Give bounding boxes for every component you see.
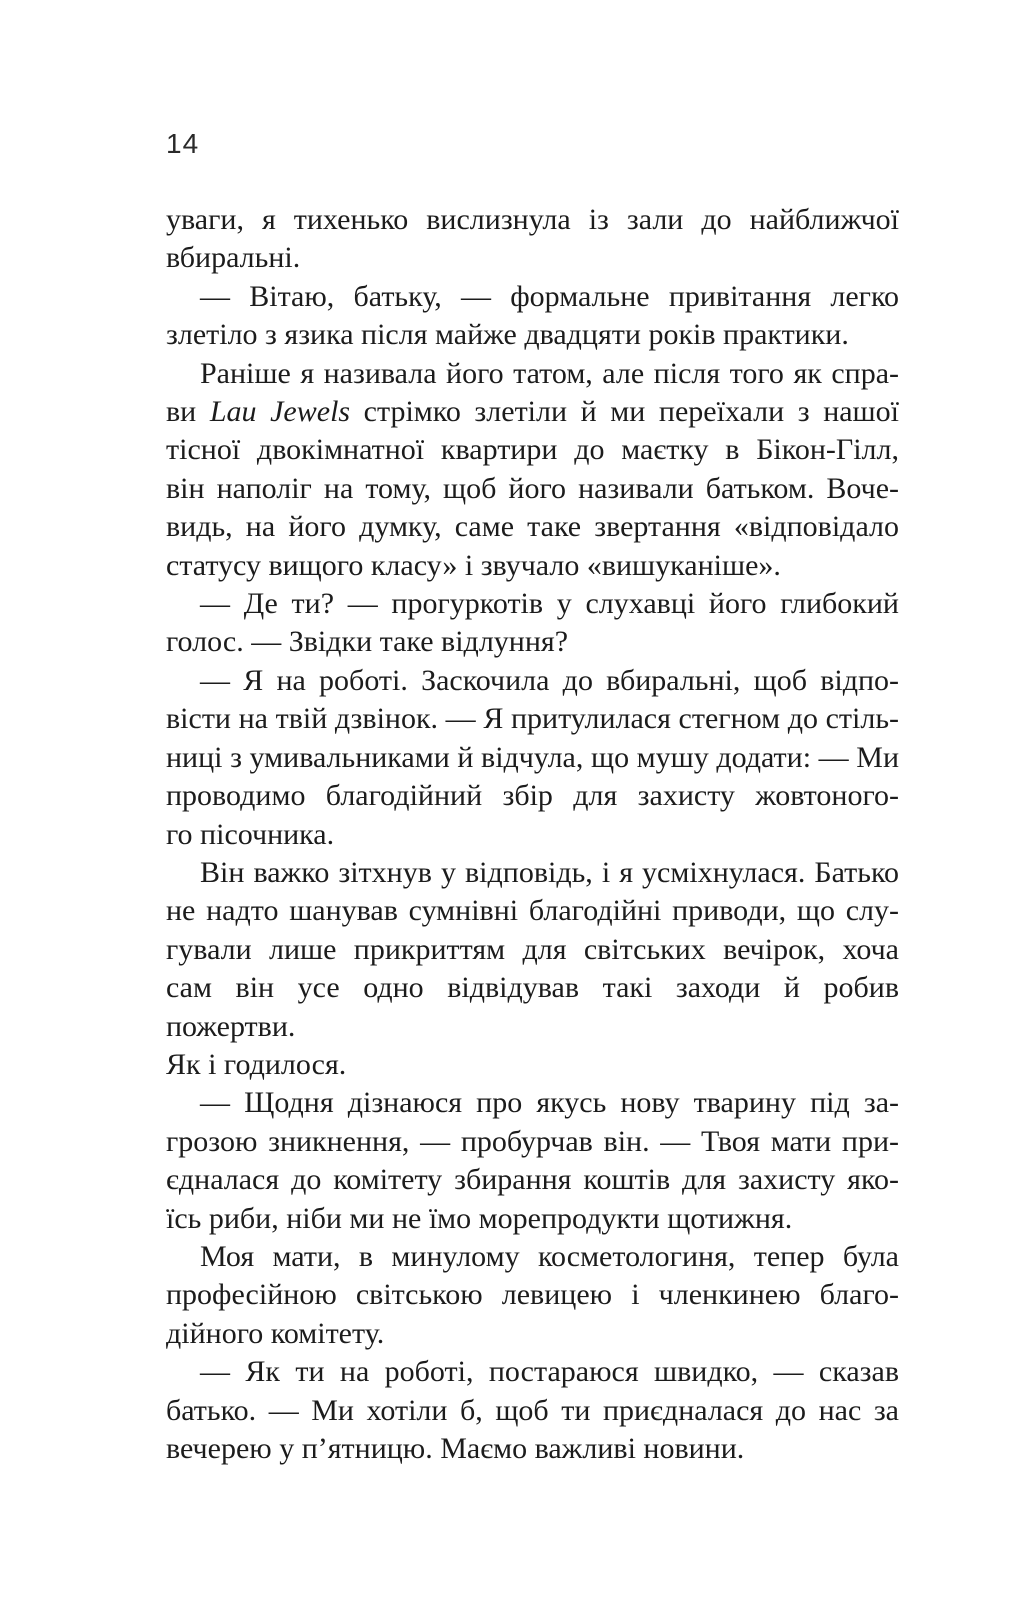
text-segment: — Щодня дізнаюся про якусь нову тварину під за- xyxy=(200,1086,899,1120)
paragraph xyxy=(166,278,899,355)
text-line xyxy=(166,892,899,930)
paragraph xyxy=(166,1353,899,1468)
text-line xyxy=(166,355,899,393)
text-line xyxy=(166,777,899,815)
text-line xyxy=(166,1123,899,1161)
paragraph xyxy=(166,201,899,278)
paragraph xyxy=(166,585,899,662)
text-line xyxy=(166,739,899,777)
text-line xyxy=(166,623,899,661)
text-segment: ниці з умивальниками й відчула, що мушу додати: — Ми xyxy=(166,740,899,774)
page-text xyxy=(166,201,899,1468)
text-line xyxy=(166,854,899,892)
text-segment: — Я на роботі. Заскочила до вбиральні, щоб відпо- xyxy=(200,663,899,697)
text-line xyxy=(166,700,899,738)
text-line xyxy=(166,1200,899,1238)
text-segment: стрімко злетіли й ми переїхали з нашої xyxy=(350,395,899,429)
text-line xyxy=(166,1084,899,1122)
text-segment: Як і годилося. xyxy=(166,1047,347,1081)
text-segment: єдналася до комітету збирання коштів для захисту яко- xyxy=(166,1163,899,1197)
paragraph xyxy=(166,662,899,854)
text-line xyxy=(166,239,899,277)
text-line xyxy=(166,316,899,354)
text-line xyxy=(166,201,899,239)
text-segment: злетіло з язика після майже двадцяти років практики. xyxy=(166,318,849,352)
text-segment: уваги, я тихенько вислизнула із зали до найближчої xyxy=(166,203,899,236)
text-line xyxy=(166,816,899,854)
text-segment: грозою зникнення, — пробурчав він. — Твоя мати при- xyxy=(166,1124,899,1158)
text-segment: гували лише прикриттям для світських вечірок, хоча xyxy=(166,932,899,966)
text-line xyxy=(166,1046,899,1084)
text-line xyxy=(166,1430,899,1468)
text-line xyxy=(166,547,899,585)
italic-text: Lau Jewels xyxy=(209,395,351,429)
paragraph xyxy=(166,1084,899,1238)
text-segment: — Де ти? — прогуркотів у слухавці його глибокий xyxy=(200,587,899,621)
text-line xyxy=(166,508,899,546)
text-segment: — Вітаю, батьку, — формальне привітання легко xyxy=(200,279,899,313)
text-line xyxy=(166,1392,899,1430)
text-segment: професійною світською левицею і членкинею благо- xyxy=(166,1278,899,1312)
text-segment: не надто шанував сумнівні благодійні приводи, що слу- xyxy=(166,894,899,928)
text-segment: Моя мати, в минулому косметологиня, тепер була xyxy=(200,1239,899,1273)
text-segment: батько. — Ми хотіли б, щоб ти приєдналася до нас за xyxy=(166,1393,899,1427)
text-line xyxy=(166,1161,899,1199)
text-line xyxy=(166,278,899,316)
text-segment: — Як ти на роботі, постараюся швидко, — сказав xyxy=(200,1355,899,1389)
text-segment: сам він усе одно відвідував такі заходи й робив пожертви. xyxy=(166,971,899,1043)
text-line xyxy=(166,969,899,1046)
paragraph xyxy=(166,1238,899,1353)
text-line xyxy=(166,1353,899,1391)
text-segment: видь, на його думку, саме таке звертання «відповідало xyxy=(166,510,899,544)
text-segment: статусу вищого класу» і звучало «вишуканіше». xyxy=(166,548,781,582)
text-line xyxy=(166,1315,899,1353)
paragraph xyxy=(166,854,899,1084)
text-segment: тісної двокімнатної квартири до маєтку в Бікон-Гілл, xyxy=(166,433,899,467)
paragraph xyxy=(166,355,899,585)
text-segment: го пісочника. xyxy=(166,817,335,851)
text-segment: ви xyxy=(166,395,210,429)
text-line xyxy=(166,931,899,969)
text-segment: вечерею у п’ятницю. Маємо важливі новини. xyxy=(166,1432,745,1465)
text-line xyxy=(166,431,899,469)
text-segment: голос. — Звідки таке відлуння? xyxy=(166,625,569,659)
text-segment: вбиральні. xyxy=(166,241,301,275)
text-segment: проводимо благодійний збір для захисту жовтоного- xyxy=(166,779,899,813)
text-line xyxy=(166,662,899,700)
text-segment: Він важко зітхнув у відповідь, і я усміхнулася. Батько xyxy=(200,855,899,889)
text-line xyxy=(166,1238,899,1276)
text-line xyxy=(166,393,899,431)
text-segment: дійного комітету. xyxy=(166,1316,385,1350)
text-line xyxy=(166,1276,899,1314)
text-segment: їсь риби, ніби ми не їмо морепродукти щотижня. xyxy=(166,1201,793,1235)
text-segment: вісти на твій дзвінок. — Я притулилася стегном до стіль- xyxy=(166,702,899,736)
text-segment: Раніше я називала його татом, але після того як спра- xyxy=(200,356,899,390)
page-number: 14 xyxy=(166,128,200,159)
text-segment: він наполіг на тому, щоб його називали батьком. Воче- xyxy=(166,471,899,505)
text-line xyxy=(166,470,899,508)
text-line xyxy=(166,585,899,623)
